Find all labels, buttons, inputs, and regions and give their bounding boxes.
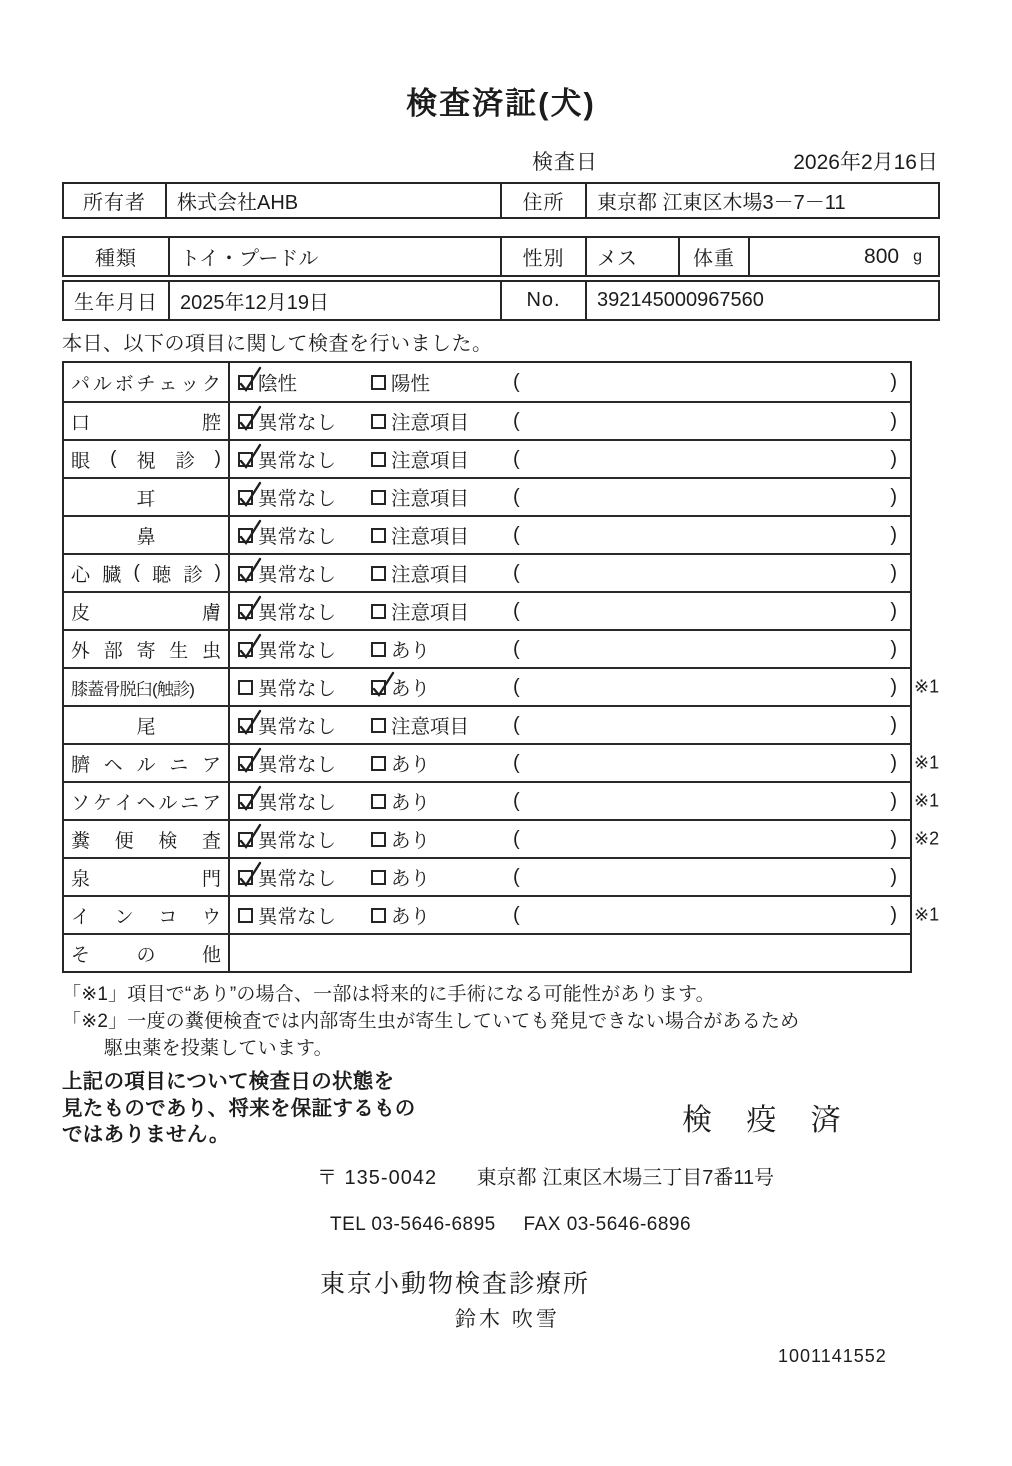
option-primary — [238, 863, 371, 891]
option-secondary-label: 注意項目 — [391, 412, 470, 434]
remarks-paren-close: ) — [890, 523, 897, 546]
checkbox — [371, 604, 386, 619]
intro-text: 本日、以下の項目に関して検査を行いました。 — [62, 333, 493, 355]
checklist-item-label: 鼻 — [64, 517, 230, 553]
option-primary — [238, 673, 371, 701]
option-primary-label: 陰性 — [258, 373, 298, 395]
option-primary — [238, 368, 371, 396]
inspection-date-value: 2026年2月16日 — [793, 151, 938, 174]
checklist-row — [64, 781, 940, 819]
option-secondary-label: 注意項目 — [391, 602, 470, 624]
clinic-fax: FAX 03-5646-6896 — [523, 1213, 692, 1235]
option-secondary — [371, 711, 509, 739]
checkmark-icon — [236, 520, 262, 548]
option-primary-label: 異常なし — [258, 412, 337, 434]
option-secondary — [371, 597, 509, 625]
option-secondary — [371, 863, 509, 891]
checklist-row — [64, 363, 910, 401]
checkmark-icon — [236, 634, 262, 662]
checklist-row — [64, 515, 910, 553]
certificate-content — [62, 0, 940, 1367]
checklist-row-body — [230, 441, 910, 477]
checklist-item-label: 臍 ヘ ル ニ ア — [64, 745, 230, 781]
checklist-row-body — [230, 783, 910, 819]
checklist-row-body — [230, 403, 910, 439]
checklist-row-body — [230, 821, 910, 857]
birthdate-value: 2025年12月19日 — [170, 282, 502, 319]
checklist-item-label: 眼 ( 視 診 ) — [64, 441, 230, 477]
checkmark-icon — [236, 596, 262, 624]
remarks-paren-open: ( — [513, 370, 520, 393]
option-primary — [238, 559, 371, 587]
checkbox — [238, 375, 253, 390]
checklist-row — [64, 705, 910, 743]
checklist-row — [64, 819, 940, 857]
checklist-row — [64, 857, 910, 895]
checkbox — [238, 566, 253, 581]
footnote-2-line2: 駆虫薬を投薬しています。 — [104, 1037, 333, 1059]
remarks-paren-open: ( — [513, 637, 520, 660]
option-primary-label: 異常なし — [258, 640, 337, 662]
remarks-paren-close: ) — [890, 485, 897, 508]
remarks-paren-open: ( — [513, 865, 520, 888]
remarks-paren-close: ) — [890, 561, 897, 584]
footnote-mark: ※1 — [914, 676, 940, 697]
weight-unit: g — [913, 247, 922, 265]
checklist-item-label: 膝蓋骨脱臼(触診) — [64, 669, 230, 705]
option-secondary-label: 注意項目 — [391, 488, 470, 510]
sex-label: 性別 — [502, 238, 587, 275]
option-primary-label: 異常なし — [258, 602, 337, 624]
footnote-mark: ※1 — [914, 904, 940, 925]
checkbox — [238, 642, 253, 657]
weight-value-cell — [750, 238, 938, 275]
option-secondary-label: あり — [391, 678, 431, 700]
option-primary-label: 異常なし — [258, 526, 337, 548]
remarks-paren-close: ) — [890, 789, 897, 812]
clinic-tel: TEL 03-5646-6895 — [330, 1213, 496, 1235]
checklist-item-label: ソ ケ イ ヘ ル ニ ア — [64, 783, 230, 819]
option-primary-label: 異常なし — [258, 716, 337, 738]
remarks-paren-open: ( — [513, 447, 520, 470]
checklist-row — [64, 629, 910, 667]
checklist-item-label: 耳 — [64, 479, 230, 515]
checklist-row — [64, 439, 910, 477]
option-secondary — [371, 787, 509, 815]
checklist-row-body — [230, 745, 910, 781]
remarks-paren-close: ) — [890, 675, 897, 698]
checklist-row — [64, 477, 910, 515]
remarks-paren-open: ( — [513, 789, 520, 812]
checklist-item-label: 糞 便 検 査 — [64, 821, 230, 857]
checkbox — [371, 680, 386, 695]
certificate-no-label: No. — [502, 282, 587, 319]
checklist-row-body — [230, 669, 910, 705]
checkmark-icon — [236, 824, 262, 852]
option-secondary — [371, 749, 509, 777]
checklist-item-label: そ の 他 — [64, 935, 230, 971]
checklist-row-body — [230, 479, 910, 515]
option-primary — [238, 597, 371, 625]
checkmark-icon — [236, 444, 262, 472]
checklist-item-label: イ ン コ ウ — [64, 897, 230, 933]
option-secondary-label: あり — [391, 754, 431, 776]
checkbox — [371, 870, 386, 885]
checklist-table — [62, 361, 940, 973]
checkbox — [371, 490, 386, 505]
checklist-row-body — [230, 935, 910, 971]
remarks-paren-close: ) — [890, 865, 897, 888]
owner-value: 株式会社AHB — [167, 184, 502, 217]
remarks-paren-open: ( — [513, 485, 520, 508]
checklist-row-body — [230, 517, 910, 553]
owner-label: 所有者 — [64, 184, 167, 217]
checkbox — [371, 718, 386, 733]
checkbox — [238, 490, 253, 505]
checkbox — [371, 832, 386, 847]
option-secondary-label: あり — [391, 830, 431, 852]
checkbox — [371, 794, 386, 809]
clinic-address: 東京都 江東区木場三丁目7番11号 — [476, 1166, 775, 1189]
disclaimer-line-2: 見たものであり、将来を保証するもの — [62, 1096, 416, 1120]
option-primary — [238, 445, 371, 473]
option-primary-label: 異常なし — [258, 792, 337, 814]
owner-table — [62, 182, 940, 219]
option-secondary — [371, 521, 509, 549]
checklist-row-body — [230, 555, 910, 591]
option-secondary-label: あり — [391, 906, 431, 928]
checklist-row — [64, 401, 910, 439]
checklist-row — [64, 667, 940, 705]
inspection-date-row — [62, 146, 940, 173]
checklist-item-label: 外 部 寄 生 虫 — [64, 631, 230, 667]
remarks-paren-open: ( — [513, 675, 520, 698]
option-secondary-label: あり — [391, 640, 431, 662]
footnote-mark: ※2 — [914, 828, 940, 849]
checklist-row-body — [230, 707, 910, 743]
remarks-paren-open: ( — [513, 751, 520, 774]
checkmark-icon — [236, 862, 262, 890]
option-secondary-label: あり — [391, 792, 431, 814]
checklist-item-label: 心 臓 ( 聴 診 ) — [64, 555, 230, 591]
checklist-row — [64, 895, 940, 933]
checkbox — [238, 756, 253, 771]
checkbox — [371, 642, 386, 657]
birth-number-row — [62, 280, 940, 321]
disclaimer-line-3: ではありません。 — [62, 1123, 230, 1147]
option-primary — [238, 749, 371, 777]
checklist-row — [64, 933, 910, 971]
option-secondary-label: 注意項目 — [391, 450, 470, 472]
clinic-address-line — [317, 1161, 940, 1190]
checkbox — [371, 414, 386, 429]
footnotes — [62, 982, 940, 1063]
remarks-paren-close: ) — [890, 713, 897, 736]
checkmark-icon — [236, 406, 262, 434]
checkbox — [238, 680, 253, 695]
checkbox — [371, 528, 386, 543]
checklist-row — [64, 591, 910, 629]
option-primary — [238, 901, 371, 929]
option-primary — [238, 825, 371, 853]
option-secondary-label: 注意項目 — [391, 526, 470, 548]
checkmark-icon — [369, 672, 395, 700]
sex-value: メス — [587, 238, 680, 275]
certificate-no-value: 392145000967560 — [597, 289, 764, 311]
checkbox — [238, 452, 253, 467]
footnote-mark: ※1 — [914, 790, 940, 811]
footnote-mark: ※1 — [914, 752, 940, 773]
option-primary — [238, 711, 371, 739]
checkbox — [238, 718, 253, 733]
checkbox — [371, 452, 386, 467]
option-primary — [238, 521, 371, 549]
veterinarian-name: 鈴木 吹雪 — [455, 1307, 560, 1331]
remarks-paren-open: ( — [513, 523, 520, 546]
disclaimer-text — [62, 1069, 492, 1149]
breed-label: 種類 — [64, 238, 170, 275]
clinic-tel-fax-line — [330, 1214, 940, 1236]
checkbox — [238, 870, 253, 885]
weight-value: 800 — [864, 244, 900, 268]
breed-value: トイ・プードル — [170, 238, 502, 275]
remarks-paren-open: ( — [513, 903, 520, 926]
checklist-row-body — [230, 593, 910, 629]
option-primary-label: 異常なし — [258, 564, 337, 586]
remarks-paren-close: ) — [890, 903, 897, 926]
checklist-item-label: 口 腔 — [64, 403, 230, 439]
checklist-item-label: 尾 — [64, 707, 230, 743]
checkbox — [238, 794, 253, 809]
option-secondary — [371, 407, 509, 435]
inspection-date-label: 検査日 — [532, 151, 598, 174]
checkbox — [371, 375, 386, 390]
checkmark-icon — [236, 367, 262, 395]
option-secondary — [371, 445, 509, 473]
quarantine-stamp: 検 疫 済 — [682, 1103, 854, 1137]
checkbox — [238, 528, 253, 543]
checkbox — [238, 414, 253, 429]
checklist-item-label: 泉 門 — [64, 859, 230, 895]
disclaimer-line-1: 上記の項目について検査日の状態を — [62, 1069, 395, 1093]
option-primary-label: 異常なし — [258, 488, 337, 510]
disclaimer-stamp-row — [62, 1069, 940, 1149]
option-secondary — [371, 559, 509, 587]
option-secondary — [371, 901, 509, 929]
checklist-row — [64, 743, 940, 781]
birthdate-label: 生年月日 — [64, 282, 170, 319]
checklist-row — [64, 553, 910, 591]
document-title: 検査済証(犬) — [406, 86, 596, 121]
remarks-paren-close: ) — [890, 637, 897, 660]
option-secondary — [371, 825, 509, 853]
footnote-2-line1: 「※2」一度の糞便検査では内部寄生虫が寄生していても発見できない場合があるため — [62, 1010, 800, 1032]
checkmark-icon — [236, 786, 262, 814]
remarks-paren-open: ( — [513, 599, 520, 622]
checkbox — [238, 832, 253, 847]
clinic-name: 東京小動物検査診療所 — [320, 1269, 591, 1298]
option-primary-label: 異常なし — [258, 830, 337, 852]
clinic-postal-code: 〒 135-0042 — [317, 1166, 438, 1189]
checkbox — [238, 604, 253, 619]
option-primary — [238, 635, 371, 663]
checklist-row-body — [230, 897, 910, 933]
remarks-paren-close: ) — [890, 827, 897, 850]
option-secondary-label: あり — [391, 868, 431, 890]
remarks-paren-open: ( — [513, 713, 520, 736]
checklist-row-body — [230, 363, 910, 401]
option-primary-label: 異常なし — [258, 868, 337, 890]
option-primary-label: 異常なし — [258, 678, 337, 700]
checkbox — [371, 566, 386, 581]
option-secondary — [371, 483, 509, 511]
option-primary — [238, 787, 371, 815]
weight-label: 体重 — [680, 238, 750, 275]
option-secondary-label: 注意項目 — [391, 716, 470, 738]
remarks-paren-close: ) — [890, 409, 897, 432]
option-primary-label: 異常なし — [258, 906, 337, 928]
option-secondary — [371, 635, 509, 663]
checkbox — [371, 908, 386, 923]
breed-sex-weight-row — [62, 236, 940, 277]
checklist-row-body — [230, 859, 910, 895]
remarks-paren-close: ) — [890, 599, 897, 622]
option-secondary-label: 注意項目 — [391, 564, 470, 586]
address-value: 東京都 江東区木場3－7－11 — [597, 192, 846, 214]
remarks-paren-close: ) — [890, 370, 897, 393]
remarks-paren-open: ( — [513, 561, 520, 584]
option-secondary — [371, 368, 509, 396]
option-primary — [238, 483, 371, 511]
remarks-paren-close: ) — [890, 751, 897, 774]
option-primary-label: 異常なし — [258, 754, 337, 776]
option-secondary-label: 陽性 — [391, 373, 431, 395]
option-primary — [238, 407, 371, 435]
checkmark-icon — [236, 710, 262, 738]
checklist-item-label: 皮 膚 — [64, 593, 230, 629]
option-primary-label: 異常なし — [258, 450, 337, 472]
checkbox — [238, 908, 253, 923]
option-secondary — [371, 673, 509, 701]
address-label: 住所 — [502, 184, 587, 217]
checkmark-icon — [236, 748, 262, 776]
document-code: 1001141552 — [778, 1345, 887, 1366]
checkbox — [371, 756, 386, 771]
footnote-1: 「※1」項目で“あり”の場合、一部は将来的に手術になる可能性があります。 — [62, 984, 715, 1005]
checkmark-icon — [236, 558, 262, 586]
remarks-paren-close: ) — [890, 447, 897, 470]
checklist-row-body — [230, 631, 910, 667]
remarks-paren-open: ( — [513, 827, 520, 850]
checkmark-icon — [236, 482, 262, 510]
checklist-item-label: パ ル ボ チ ェ ッ ク — [64, 363, 230, 401]
remarks-paren-open: ( — [513, 409, 520, 432]
